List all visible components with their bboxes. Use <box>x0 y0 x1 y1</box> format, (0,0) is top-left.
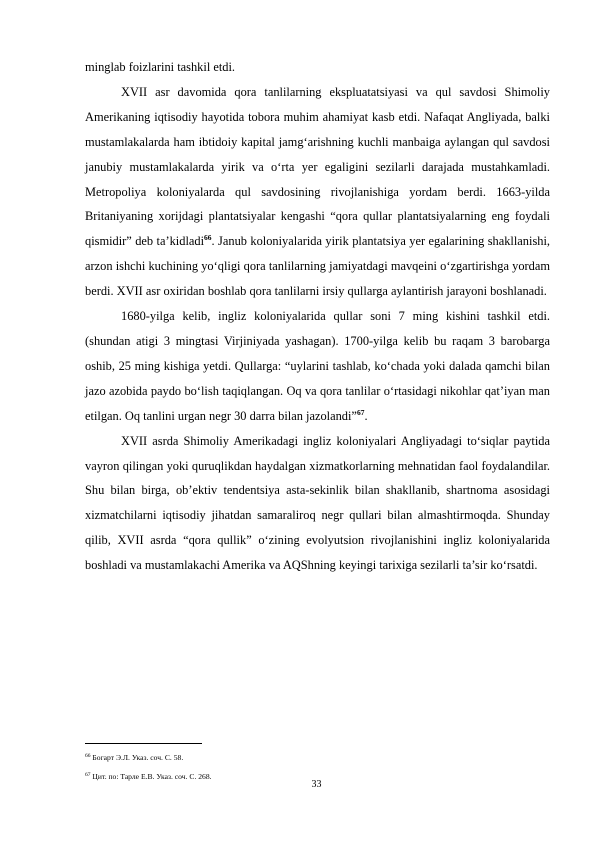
footnote-ref-66[interactable]: 66 <box>204 233 212 243</box>
paragraph-continuation: minglab foizlarini tashkil etdi. <box>85 60 236 74</box>
footnote-67: $^{67}$ Цит. по: Тарле Е.В. Указ. соч. С. 268. <box>85 772 212 781</box>
footnote-divider <box>85 743 202 744</box>
paragraph-slave-numbers: 1680-yilga kelib, ingliz koloniyalarida qullar soni 7 ming kishini tashkil etdi. (shundan atigi 3 mingtasi Virjiniyada yashagan). 1700-yilga kelib bu raqam 3 barobarga oshib, 25 ming kishiga yetdi. Qullarga: “uylarini tashlab, ko‘chada yoki dalada qamchi bilan jazo azobida paydo bo‘lish taqiqlangan. Oq va qora tanlilar o‘rtasidagi nikohlar qat’iyan man etilgan. Oq tanlini urgan negr 30 darra bilan jazolandi”$^{67}$. <box>85 309 550 423</box>
body-text <box>85 55 550 578</box>
paragraph-colonies: XVII asrda Shimoliy Amerikadagi ingliz koloniyalari Angliyadagi to‘siqlar paytida vayron qilingan yoki quruqlikdan haydalgan xizmatkorlarning mehnatidan faol foydalandilar. Shu bilan birga, ob’ektiv tendentsiya asta-sekinlik bilan shakllanib, shartnoma asosidagi xizmatchilarni iqtisodiy jihatdan samaraliroq negr qullari bilan almashtirmoqda. Shunday qilib, XVII asrda “qora qullik” o‘zining evolyutsion rivojlanishini ingliz koloniyalarida boshladi va mustamlakachi Amerika va AQShning keyingi tarixiga sezilarli ta’sir ko‘rsatdi. <box>85 433 550 573</box>
page-number: 33 <box>311 779 322 790</box>
footnote-66: $^{66}$ Богарт Э.Л. Указ. соч. С. 58. <box>85 753 184 762</box>
footnote-ref-67[interactable]: 67 <box>356 407 365 417</box>
paragraph-slave-trade: XVII asr davomida qora tanlilarning ekspluatatsiyasi va qul savdosi Shimoliy Amerikaning iqtisodiy hayotida tobora muhim ahamiyat kasb etdi. Nafaqat Angliyada, balki mustamlakalarda ham ibtidoiy kapital jamg‘arishning kuchli manbaiga aylangan qul savdosi janubiy mustamlakalarda yirik va o‘rta yer egaligini sezilarli darajada mustahkamladi. Metropoliya koloniyalarda qul savdosining rivojlanishiga yordam berdi. 1663-yilda Britaniyaning xorijdagi plantatsiyalar kengashi “qora qullar plantatsiyalarning eng foydali qismidir” deb ta’kidladi$^{66}$. Janub koloniyalarida yirik plantatsiya yer egalarining shakllanishi, arzon ishchi kuchining yo‘qligi qora tanlilarning jamiyatdagi mavqeini o‘zgartirishga yordam berdi. XVII asr oxiridan boshlab qora tanlilarni irsiy qullarga aylantirish jarayoni boshlanadi. <box>85 84 550 299</box>
